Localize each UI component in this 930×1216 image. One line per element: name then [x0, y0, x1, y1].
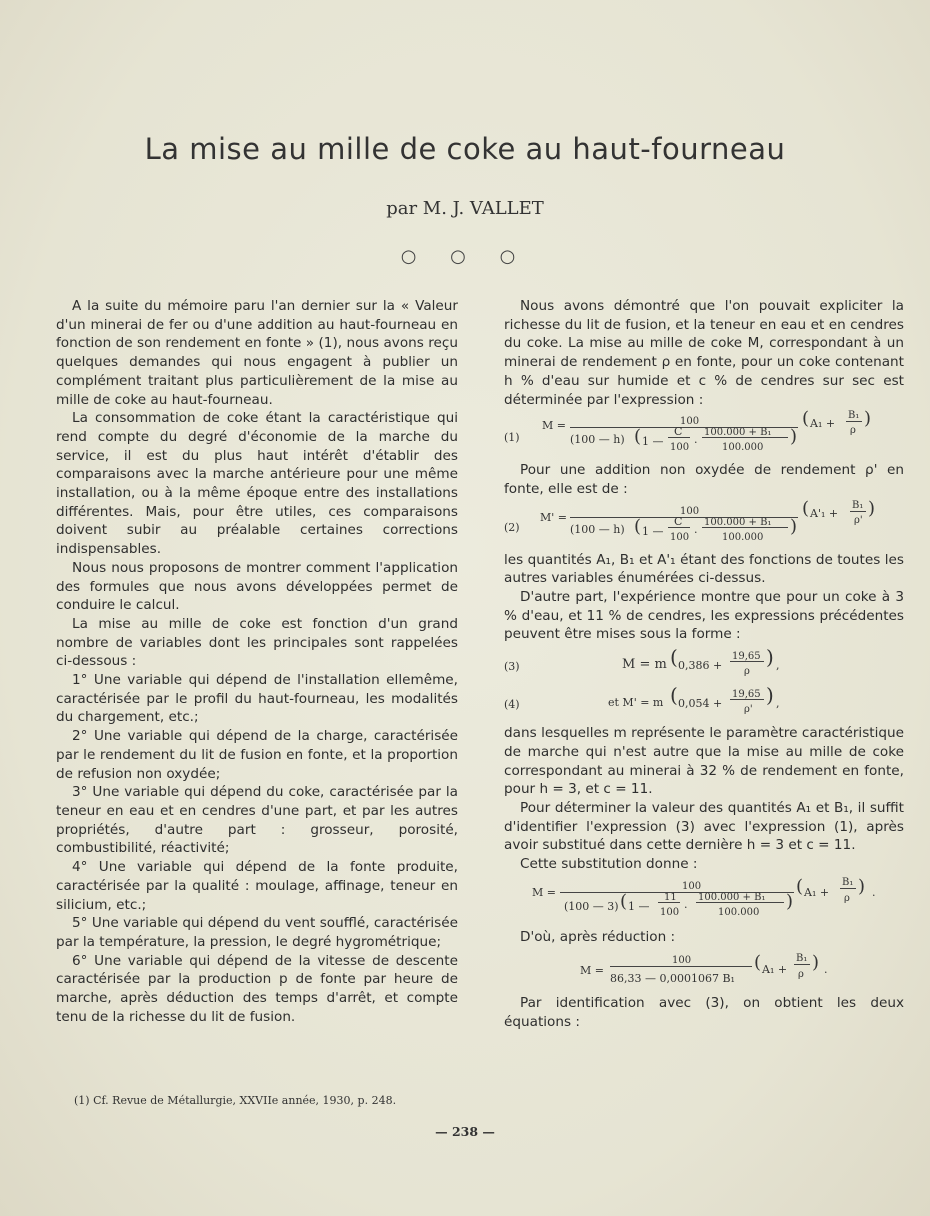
list-item: 2° Une variable qui dépend de la charge, caractérisée par le rendement du lit de fusion en fonte, et la proportion de refusion non oxydée; — [56, 728, 458, 782]
list-item: 5° Une variable qui dépend du vent soufflé, caractérisée par la température, la pression, le degré hygrométrique; — [56, 915, 458, 950]
formula-2: (2) M' = 100 (100 — h) ( 1 — C 100 . 100.000 + B₁ 100.000 ) ( A'₁ + B₁ ρ' ) — [504, 497, 876, 543]
paragraph: D'où, après réduction : — [520, 928, 676, 945]
formula-label: (2) — [504, 520, 520, 534]
paragraph: les quantités A₁, B₁ et A'₁ étant des fonctions de toutes les autres variables énumérées ci-dessus. — [504, 551, 904, 587]
paragraph: Cette substitution donne : — [520, 856, 698, 873]
formula-1: (1) M = 100 (100 — h) ( 1 — C 100 . 100.000 + B₁ 100.000 ) ( A₁ + B₁ ρ ) — [504, 408, 872, 454]
formula-label: (4) — [504, 698, 520, 712]
ornament-divider: ○ ○ ○ — [400, 246, 530, 267]
formula-5: M = 100 (100 — 3) ( 1 — 11 100 . 100.000 + B₁ 100.000 ) ( A₁ + B₁ ρ ) . — [532, 875, 876, 918]
paragraph: La consommation de coke étant la caractéristique qui rend compte du degré d'économie de la marche du service, il est du plus haut intérêt d'établir des comparaisons avec la marche antérieure pour une même installation, ou à la même époque entre des installations différentes. Mais, pour être utiles, ces comparaisons doivent subir au préalable certaines corrections indispensables. — [56, 410, 458, 558]
paragraph: Nous avons démontré que l'on pouvait expliciter la richesse du lit de fusion, et la teneur en eau et en cendres du coke. La mise au mille de coke M, correspondant à un minerai de rendement ρ en fonte, pour un coke contenant h % d'eau sur humide et c % de cendres sur sec est déterminée par l'expression : — [504, 298, 904, 408]
list-item: 4° Une variable qui dépend de la fonte produite, caractérisée par la qualité : moulage, affinage, teneur en silicium, etc.; — [56, 859, 458, 913]
list-item: 6° Une variable qui dépend de la vitesse de descente caractérisée par la production p de fonte par heure de marche, après déduction des temps d'arrêt, et compte tenu de la richesse du lit de fusion. — [56, 952, 458, 1025]
paragraph: D'autre part, l'expérience montre que pour un coke à 3 % d'eau, et 11 % de cendres, les expressions précédentes peuvent être mises sous la forme : — [504, 589, 904, 643]
paragraph: Pour déterminer la valeur des quantités A₁ et B₁, il suffit d'identifier l'expression (3) avec l'expression (1), après avoir substitué dans cette dernière h = 3 et c = 11. — [504, 799, 904, 854]
paragraph: Par identification avec (3), on obtient les deux équations : — [504, 995, 904, 1031]
formula-4: (4) et M' = m ( 0,054 + 19,65 ρ' ) , — [504, 683, 780, 716]
list-item: 1° Une variable qui dépend de l'installation ellemême, caractérisée par le profil du haut-fourneau, les modalités du chargement, etc.; — [56, 672, 458, 726]
left-column — [56, 297, 458, 1026]
right-column — [504, 297, 904, 1032]
footnote: (1) Cf. Revue de Métallurgie, XXVIIe année, 1930, p. 248. — [74, 1094, 397, 1107]
paragraph: Nous nous proposons de montrer comment l'application des formules que nous avons développées permet de conduire le calcul. — [56, 559, 458, 614]
paragraph: Pour une addition non oxydée de rendement ρ' en fonte, elle est de : — [504, 462, 904, 497]
article-title: La mise au mille de coke au haut-fourneau — [144, 132, 786, 166]
page-number: — 238 — — [435, 1124, 495, 1139]
list-item: 3° Une variable qui dépend du coke, caractérisée par la teneur en eau et en cendres d'une part, et par les autres propriétés, d'autre part : grosseur, porosité, combustibilité, réactivité; — [56, 784, 458, 857]
formula-3: (3) M = m ( 0,386 + 19,65 ρ ) , — [504, 645, 780, 678]
article-author: par M. J. VALLET — [386, 198, 544, 219]
paragraph: dans lesquelles m représente le paramètre caractéristique de marche qui n'est autre que la mise au mille de coke correspondant au minerai à 32 % de rendement en fonte, pour h = 3, et c = 11. — [504, 725, 904, 798]
paragraph: La mise au mille de coke est fonction d'un grand nombre de variables dont les principales sont rappelées ci-dessous : — [56, 615, 458, 670]
formula-label: (1) — [504, 431, 520, 445]
formula-label: (3) — [504, 660, 520, 674]
formula-6: M = 100 86,33 — 0,0001067 B₁ ( A₁ + B₁ ρ ) . — [580, 952, 828, 986]
paragraph: A la suite du mémoire paru l'an dernier sur la « Valeur d'un minerai de fer ou d'une addition au haut-fourneau en fonction de son rendement en fonte » (1), nous avons reçu quelques demandes qui nous engagent à publier un complément traitant plus particulièrement de la mise au mille de coke au haut-fourneau. — [56, 298, 458, 408]
